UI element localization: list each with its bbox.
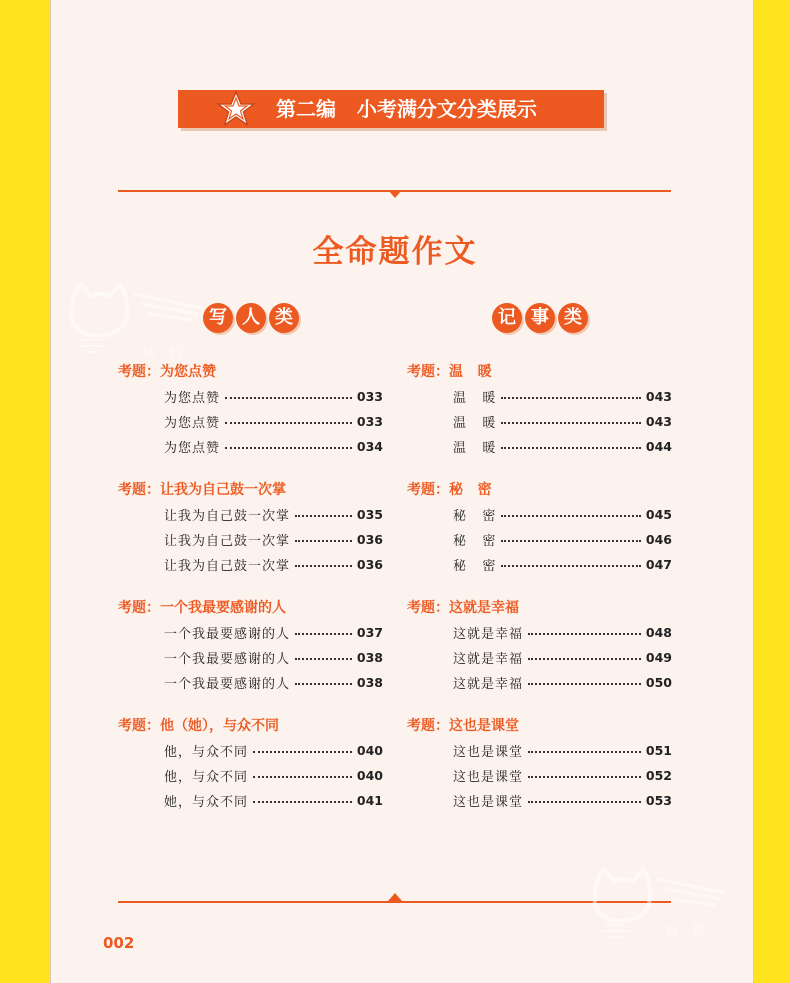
toc-entry[interactable]	[164, 434, 383, 459]
toc-group	[118, 478, 383, 596]
entry-page-number: 053	[645, 793, 672, 808]
dot-leader	[501, 422, 641, 424]
entry-page-number: 046	[645, 532, 672, 547]
entry-title: 这就是幸福	[453, 652, 524, 667]
dot-leader	[295, 633, 352, 635]
entry-page-number: 033	[356, 389, 383, 404]
toc-entry[interactable]	[453, 409, 672, 434]
entry-page-number: 033	[356, 414, 383, 429]
entry-title: 一个我最要感谢的人	[164, 677, 291, 692]
entry-title: 温 暖	[453, 391, 497, 406]
toc-group	[407, 714, 672, 832]
dot-leader	[528, 776, 641, 778]
category-char: 写	[203, 303, 233, 333]
watermark	[62, 270, 212, 364]
entry-page-number: 036	[356, 532, 383, 547]
dot-leader	[501, 447, 641, 449]
toc-entry[interactable]	[453, 670, 672, 695]
entry-page-number: 043	[645, 389, 672, 404]
star-icon	[214, 90, 258, 128]
dot-leader	[501, 565, 641, 567]
left-toc-column	[118, 360, 383, 832]
entry-page-number: 035	[356, 507, 383, 522]
entry-title: 温 暖	[453, 441, 497, 456]
entry-title: 秘 密	[453, 559, 497, 574]
dot-leader	[528, 683, 641, 685]
right-toc-column	[407, 360, 672, 832]
entry-title: 这就是幸福	[453, 677, 524, 692]
category-char: 类	[558, 303, 588, 333]
toc-entry[interactable]	[453, 620, 672, 645]
entry-title: 让我为自己鼓一次掌	[164, 559, 291, 574]
page-number: 002	[103, 934, 135, 952]
watermark-char: 秋	[141, 345, 156, 361]
dot-leader	[295, 658, 352, 660]
entry-page-number: 040	[356, 768, 383, 783]
dot-leader	[253, 776, 352, 778]
entry-page-number: 038	[356, 650, 383, 665]
entry-title: 这就是幸福	[453, 627, 524, 642]
dot-leader	[225, 422, 352, 424]
entry-title: 这也是课堂	[453, 745, 524, 760]
entry-title: 秘 密	[453, 534, 497, 549]
right-category-badge	[492, 303, 588, 333]
topic-heading: 考题：温 暖	[407, 364, 492, 380]
entry-page-number: 040	[356, 743, 383, 758]
dot-leader	[225, 447, 352, 449]
topic-heading: 考题：他（她），与众不同	[118, 718, 279, 734]
category-char: 人	[236, 303, 266, 333]
toc-entry[interactable]	[453, 527, 672, 552]
dot-leader	[501, 397, 641, 399]
watermark-char: 树	[169, 345, 184, 361]
toc-entry[interactable]	[453, 434, 672, 459]
entry-title: 她，与众不同	[164, 795, 249, 810]
entry-title: 为您点赞	[164, 416, 221, 431]
left-category-badge	[203, 303, 299, 333]
entry-page-number: 048	[645, 625, 672, 640]
entry-title: 一个我最要感谢的人	[164, 652, 291, 667]
entry-page-number: 036	[356, 557, 383, 572]
topic-heading: 考题：这就是幸福	[407, 600, 519, 616]
dot-leader	[253, 801, 352, 803]
toc-entry[interactable]	[453, 738, 672, 763]
section-banner	[178, 90, 604, 128]
category-char: 记	[492, 303, 522, 333]
dot-leader	[253, 751, 352, 753]
entry-page-number: 034	[356, 439, 383, 454]
toc-entry[interactable]	[164, 409, 383, 434]
dot-leader	[225, 397, 352, 399]
toc-entry[interactable]	[164, 645, 383, 670]
entry-title: 让我为自己鼓一次掌	[164, 534, 291, 549]
entry-title: 这也是课堂	[453, 770, 524, 785]
entry-page-number: 052	[645, 768, 672, 783]
toc-entry[interactable]	[453, 552, 672, 577]
toc-entry[interactable]	[164, 552, 383, 577]
entry-title: 一个我最要感谢的人	[164, 627, 291, 642]
dot-leader	[528, 751, 641, 753]
dot-leader	[528, 658, 641, 660]
topic-heading: 考题：这也是课堂	[407, 718, 519, 734]
toc-entry[interactable]	[164, 527, 383, 552]
dot-leader	[295, 683, 352, 685]
dot-leader	[295, 540, 352, 542]
watermark-char: 秋	[664, 924, 679, 940]
category-char: 类	[269, 303, 299, 333]
entry-page-number: 051	[645, 743, 672, 758]
entry-page-number: 044	[645, 439, 672, 454]
topic-heading: 考题：让我为自己鼓一次掌	[118, 482, 286, 498]
entry-page-number: 037	[356, 625, 383, 640]
entry-title: 他，与众不同	[164, 770, 249, 785]
toc-entry[interactable]	[453, 763, 672, 788]
dot-leader	[295, 515, 352, 517]
toc-entry[interactable]	[164, 384, 383, 409]
entry-page-number: 038	[356, 675, 383, 690]
topic-heading: 考题：一个我最要感谢的人	[118, 600, 286, 616]
toc-entry[interactable]	[164, 763, 383, 788]
entry-page-number: 045	[645, 507, 672, 522]
toc-entry[interactable]	[453, 788, 672, 813]
watermark-char: 树	[692, 924, 707, 940]
dot-leader	[528, 633, 641, 635]
bottom-divider-marker	[388, 893, 402, 901]
toc-entry[interactable]	[453, 384, 672, 409]
toc-group	[118, 714, 383, 832]
toc-group	[407, 596, 672, 714]
watermark	[585, 855, 735, 949]
banner-title: 第二编 小考满分文分类展示	[276, 97, 537, 121]
toc-group	[407, 360, 672, 478]
entry-title: 温 暖	[453, 416, 497, 431]
toc-entry[interactable]	[164, 620, 383, 645]
category-char: 事	[525, 303, 555, 333]
topic-heading: 考题：为您点赞	[118, 364, 216, 380]
entry-title: 他，与众不同	[164, 745, 249, 760]
dot-leader	[528, 801, 641, 803]
entry-page-number: 050	[645, 675, 672, 690]
entry-title: 让我为自己鼓一次掌	[164, 509, 291, 524]
entry-page-number: 043	[645, 414, 672, 429]
toc-group	[407, 478, 672, 596]
dot-leader	[501, 515, 641, 517]
topic-heading: 考题：秘 密	[407, 482, 492, 498]
toc-entry[interactable]	[164, 788, 383, 813]
entry-page-number: 047	[645, 557, 672, 572]
dot-leader	[295, 565, 352, 567]
page-title: 全命题作文	[312, 234, 478, 270]
toc-entry[interactable]	[164, 502, 383, 527]
entry-title: 秘 密	[453, 509, 497, 524]
toc-entry[interactable]	[164, 670, 383, 695]
toc-group	[118, 596, 383, 714]
entry-page-number: 049	[645, 650, 672, 665]
top-divider-marker	[388, 190, 402, 198]
entry-page-number: 041	[356, 793, 383, 808]
dot-leader	[501, 540, 641, 542]
entry-title: 为您点赞	[164, 441, 221, 456]
entry-title: 这也是课堂	[453, 795, 524, 810]
entry-title: 为您点赞	[164, 391, 221, 406]
toc-entry[interactable]	[453, 502, 672, 527]
toc-entry[interactable]	[164, 738, 383, 763]
toc-entry[interactable]	[453, 645, 672, 670]
